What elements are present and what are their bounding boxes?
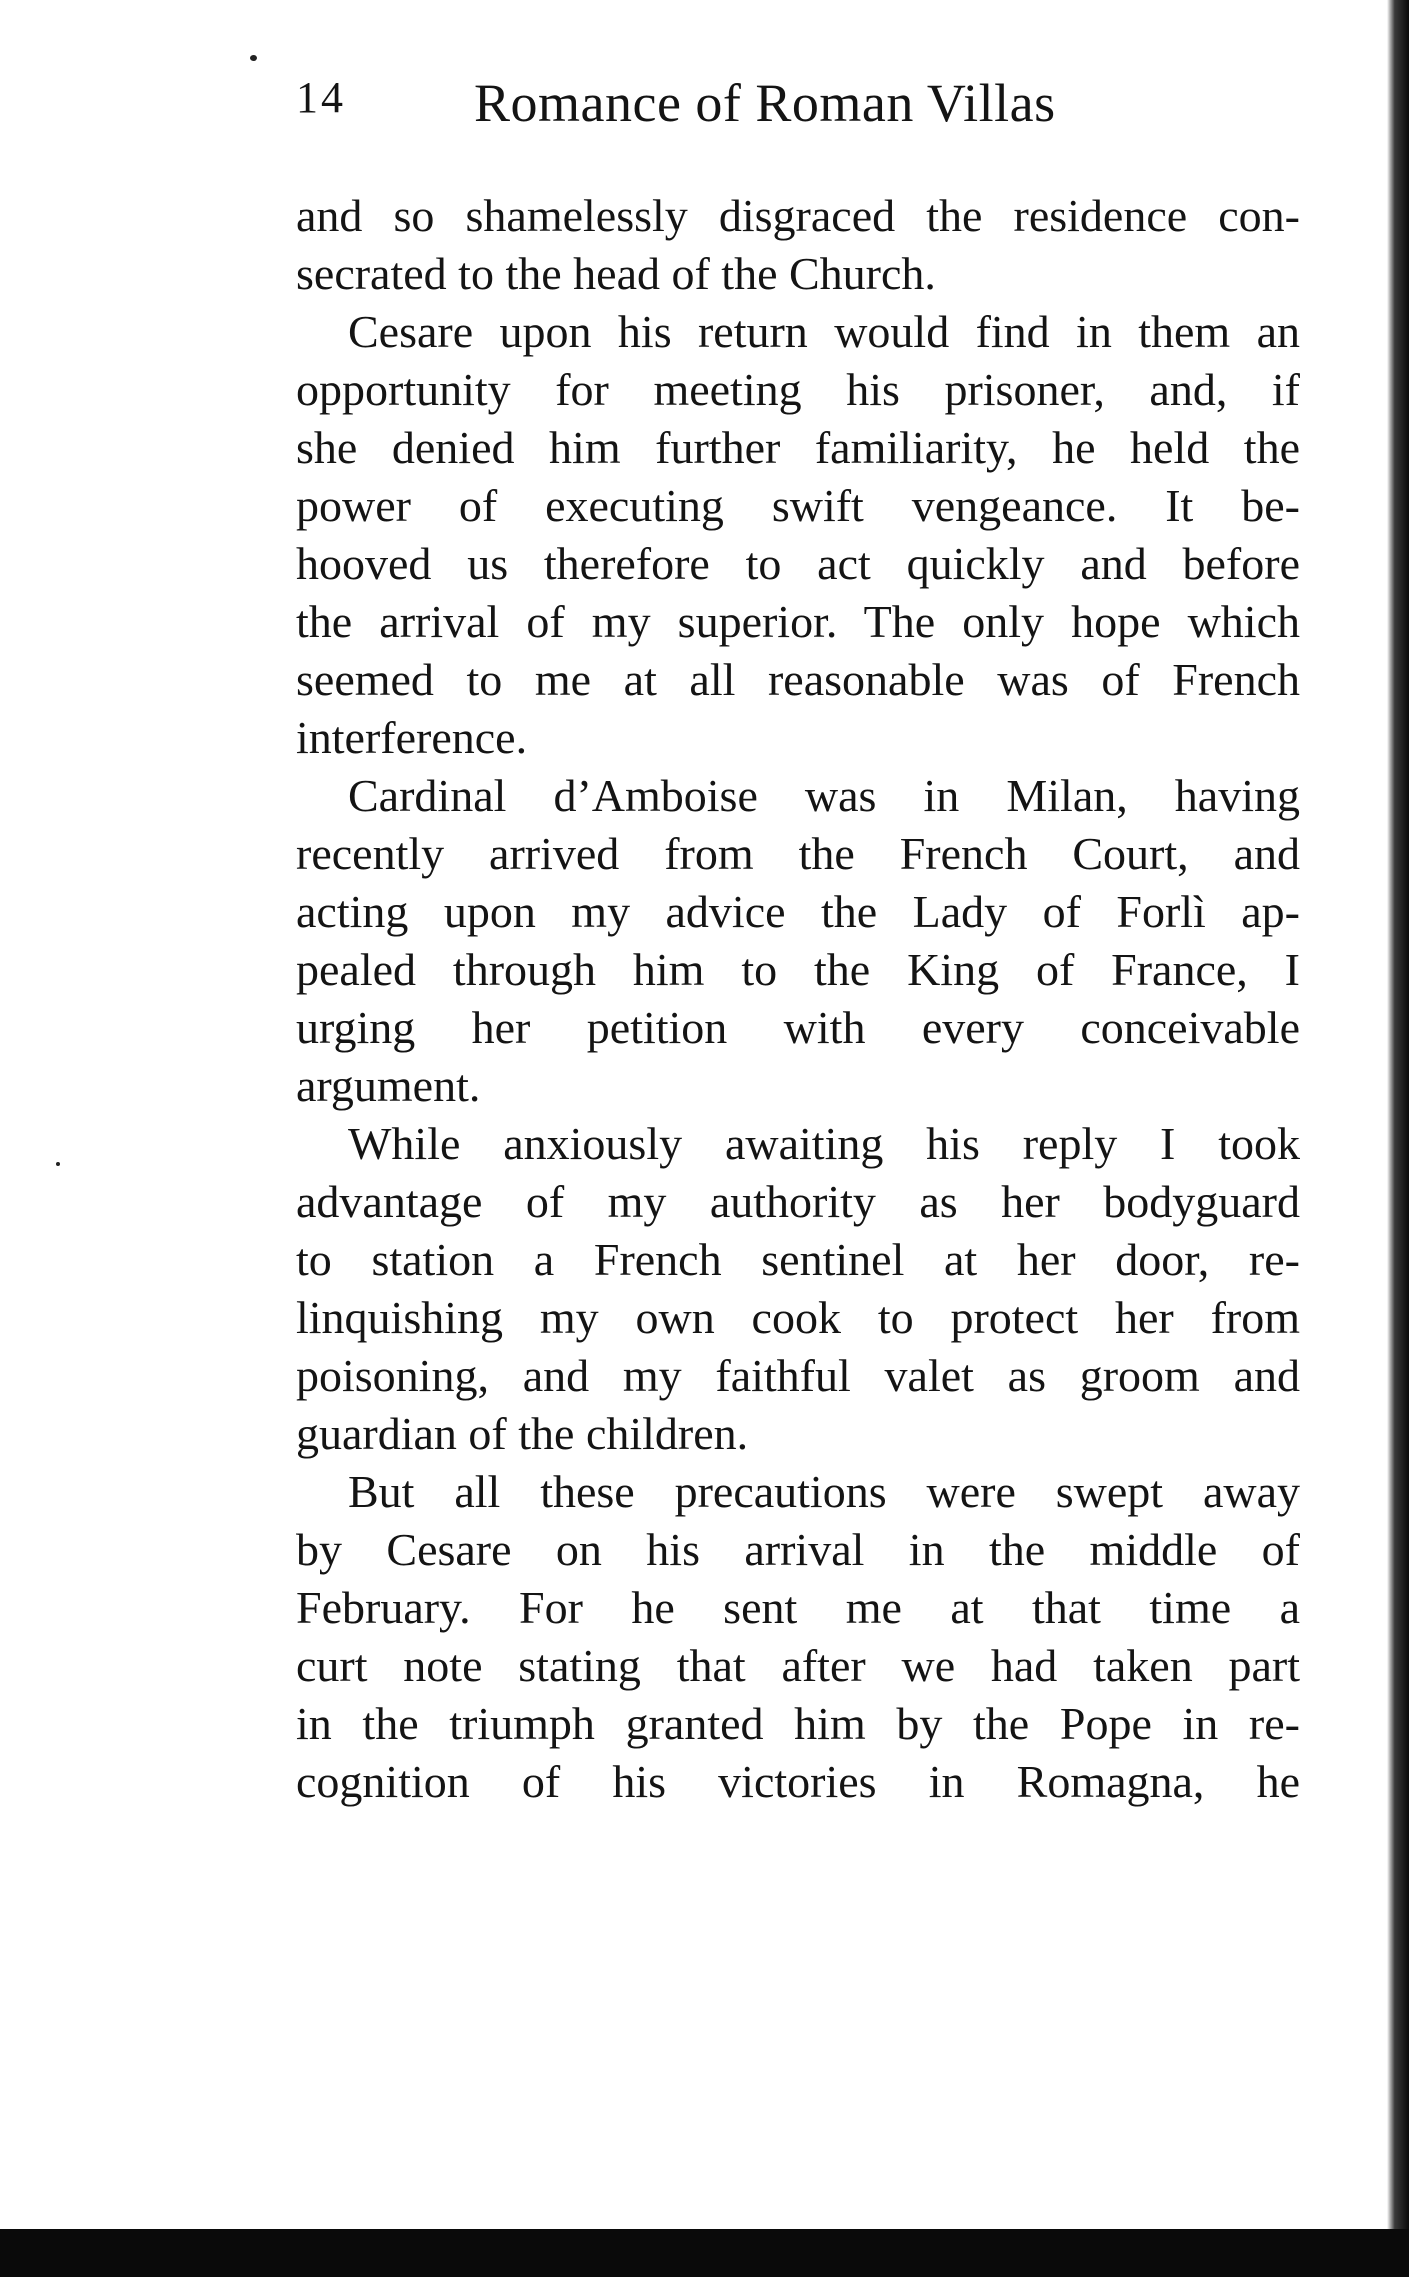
text-line: guardian of the children. xyxy=(296,1408,749,1459)
print-speck xyxy=(56,1162,60,1166)
text-line: hooved us therefore to act quickly and before xyxy=(296,538,1300,589)
paragraph-start-line: While anxiously awaiting his reply I took xyxy=(348,1118,1300,1169)
text-line: argument. xyxy=(296,1060,481,1111)
text-line: by Cesare on his arrival in the middle of xyxy=(296,1524,1300,1575)
text-line: urging her petition with every conceivable xyxy=(296,1002,1300,1053)
print-speck xyxy=(250,55,257,61)
text-line: linquishing my own cook to protect her from xyxy=(296,1292,1300,1343)
text-line: seemed to me at all reasonable was of French xyxy=(296,654,1300,705)
body-text xyxy=(296,187,1300,1811)
text-line: in the triumph granted him by the Pope in re- xyxy=(296,1698,1300,1749)
text-line: secrated to the head of the Church. xyxy=(296,248,936,299)
page-number: 14 xyxy=(296,73,346,122)
page-edge-shadow xyxy=(1387,0,1409,2277)
text-line: February. For he sent me at that time a xyxy=(296,1582,1300,1633)
running-head xyxy=(296,72,1300,142)
text-line: pealed through him to the King of France, I xyxy=(296,944,1300,995)
text-line: opportunity for meeting his prisoner, and, if xyxy=(296,364,1300,415)
text-line: to station a French sentinel at her door, re- xyxy=(296,1234,1300,1285)
text-line: poisoning, and my faithful valet as groom and xyxy=(296,1350,1300,1401)
running-title: Romance of Roman Villas xyxy=(474,73,1056,133)
text-line: acting upon my advice the Lady of Forlì ap- xyxy=(296,886,1300,937)
text-line: the arrival of my superior. The only hope which xyxy=(296,596,1300,647)
text-line: she denied him further familiarity, he held the xyxy=(296,422,1300,473)
text-line: advantage of my authority as her bodyguard xyxy=(296,1176,1300,1227)
text-line: recently arrived from the French Court, and xyxy=(296,828,1300,879)
text-line: and so shamelessly disgraced the residence con- xyxy=(296,190,1300,241)
text-line: interference. xyxy=(296,712,528,763)
paragraph-start-line: But all these precautions were swept away xyxy=(348,1466,1300,1517)
paragraph-start-line: Cardinal d’Amboise was in Milan, having xyxy=(348,770,1300,821)
text-line: power of executing swift vengeance. It be- xyxy=(296,480,1300,531)
text-line: cognition of his victories in Romagna, he xyxy=(296,1756,1300,1807)
paragraph-start-line: Cesare upon his return would find in them an xyxy=(348,306,1300,357)
text-line: curt note stating that after we had taken part xyxy=(296,1640,1300,1691)
scan-bottom-band xyxy=(0,2229,1409,2277)
